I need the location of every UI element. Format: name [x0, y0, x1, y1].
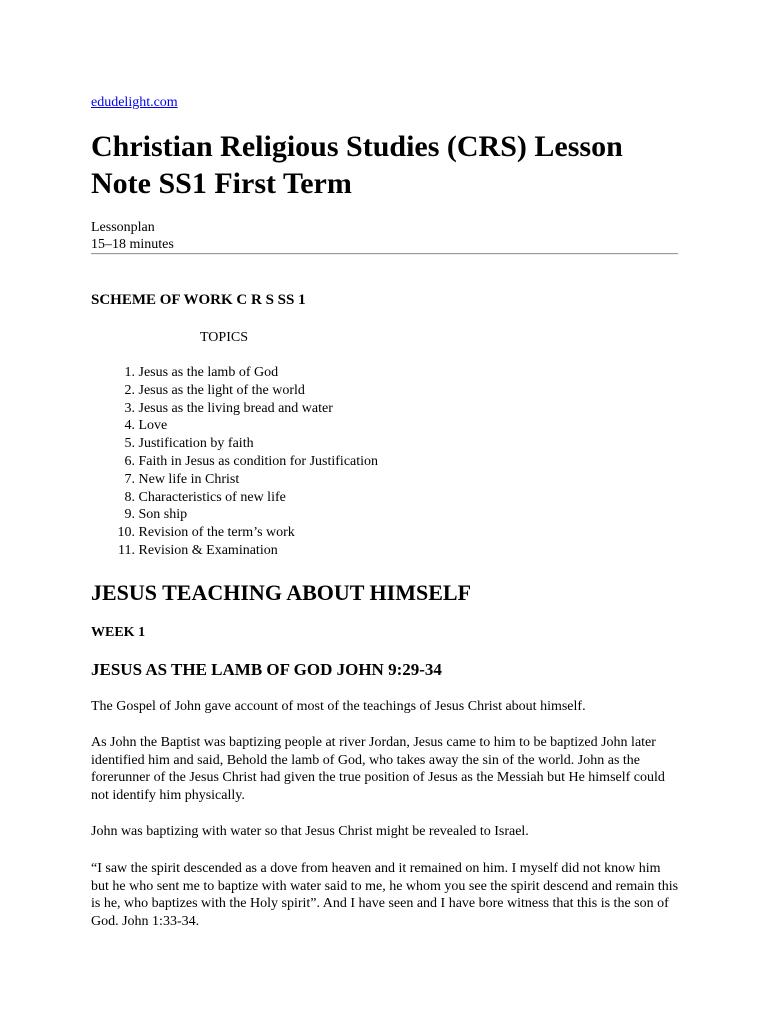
- list-item: [91, 382, 378, 400]
- list-item-text: New life in Christ: [138, 471, 240, 487]
- list-item-text: Revision & Examination: [138, 542, 278, 558]
- list-item-number: 5.: [124, 436, 135, 452]
- lesson-heading: JESUS AS THE LAMB OF GOD JOHN 9:29-34: [91, 660, 442, 679]
- list-item-number: 2.: [124, 382, 135, 398]
- list-item-number: 3.: [124, 400, 135, 416]
- list-item: [91, 435, 378, 453]
- list-item-text: Son ship: [138, 507, 188, 523]
- list-item-number: 11.: [118, 542, 135, 558]
- list-item: [91, 417, 378, 435]
- list-item-text: Characteristics of new life: [138, 489, 286, 505]
- list-item-number: 1.: [124, 365, 135, 380]
- section-heading: JESUS TEACHING ABOUT HIMSELF: [91, 580, 472, 605]
- list-item-text: Love: [138, 418, 168, 434]
- paragraph: The Gospel of John gave account of most of the teachings of Jesus Christ about himself.: [91, 699, 586, 714]
- list-item: [91, 400, 378, 418]
- scheme-of-work-heading: SCHEME OF WORK C R S SS 1: [91, 292, 306, 308]
- list-item-number: 7.: [124, 471, 135, 487]
- list-item: [91, 453, 378, 471]
- site-link[interactable]: edudelight.com: [91, 95, 178, 110]
- list-item-number: 10.: [117, 525, 135, 541]
- reading-time: 15–18 minutes: [91, 237, 174, 252]
- list-item-number: 9.: [124, 507, 135, 523]
- topics-label: TOPICS: [200, 330, 248, 345]
- list-item-text: Jesus as the lamb of God: [138, 365, 279, 380]
- list-item: [91, 506, 378, 524]
- list-item: [91, 489, 378, 507]
- list-item-number: 4.: [124, 418, 135, 434]
- horizontal-divider: [91, 253, 678, 255]
- list-item-number: 8.: [124, 489, 135, 505]
- list-item: [91, 542, 378, 560]
- list-item: [91, 524, 378, 542]
- quote-paragraph: “I saw the spirit descended as a dove from heaven and it remained on him. I myself did not know him but he who sent me to baptize with water said to me, he whom you see the spirit descend and remain this is he, who baptizes with the Holy spirit”. And I have seen and I have bore witness that this is the son of God. John 1:33-34.: [91, 861, 679, 930]
- paragraph: As John the Baptist was baptizing people at river Jordan, Jesus came to him to be baptized John later identified him and said, Behold the lamb of God, who takes away the sin of the world. John as the forerunner of the Jesus Christ had given the true position of Jesus as the Messiah but He himself could not identify him physically.: [91, 735, 665, 804]
- list-item-number: 6.: [124, 453, 135, 469]
- lesson-type: Lessonplan: [91, 220, 155, 235]
- list-item-text: Justification by faith: [138, 436, 254, 452]
- paragraph: John was baptizing with water so that Jesus Christ might be revealed to Israel.: [91, 824, 529, 839]
- topic-list: [91, 364, 378, 560]
- list-item-text: Revision of the term’s work: [138, 525, 295, 541]
- lesson-meta: [91, 219, 174, 253]
- page-title: Christian Religious Studies (CRS) Lesson Note SS1 First Term: [91, 130, 623, 200]
- week-label: WEEK 1: [91, 625, 146, 640]
- list-item-text: Faith in Jesus as condition for Justification: [138, 453, 379, 469]
- list-item-text: Jesus as the light of the world: [138, 382, 305, 398]
- list-item: [91, 364, 378, 382]
- list-item: [91, 471, 378, 489]
- list-item-text: Jesus as the living bread and water: [138, 400, 333, 416]
